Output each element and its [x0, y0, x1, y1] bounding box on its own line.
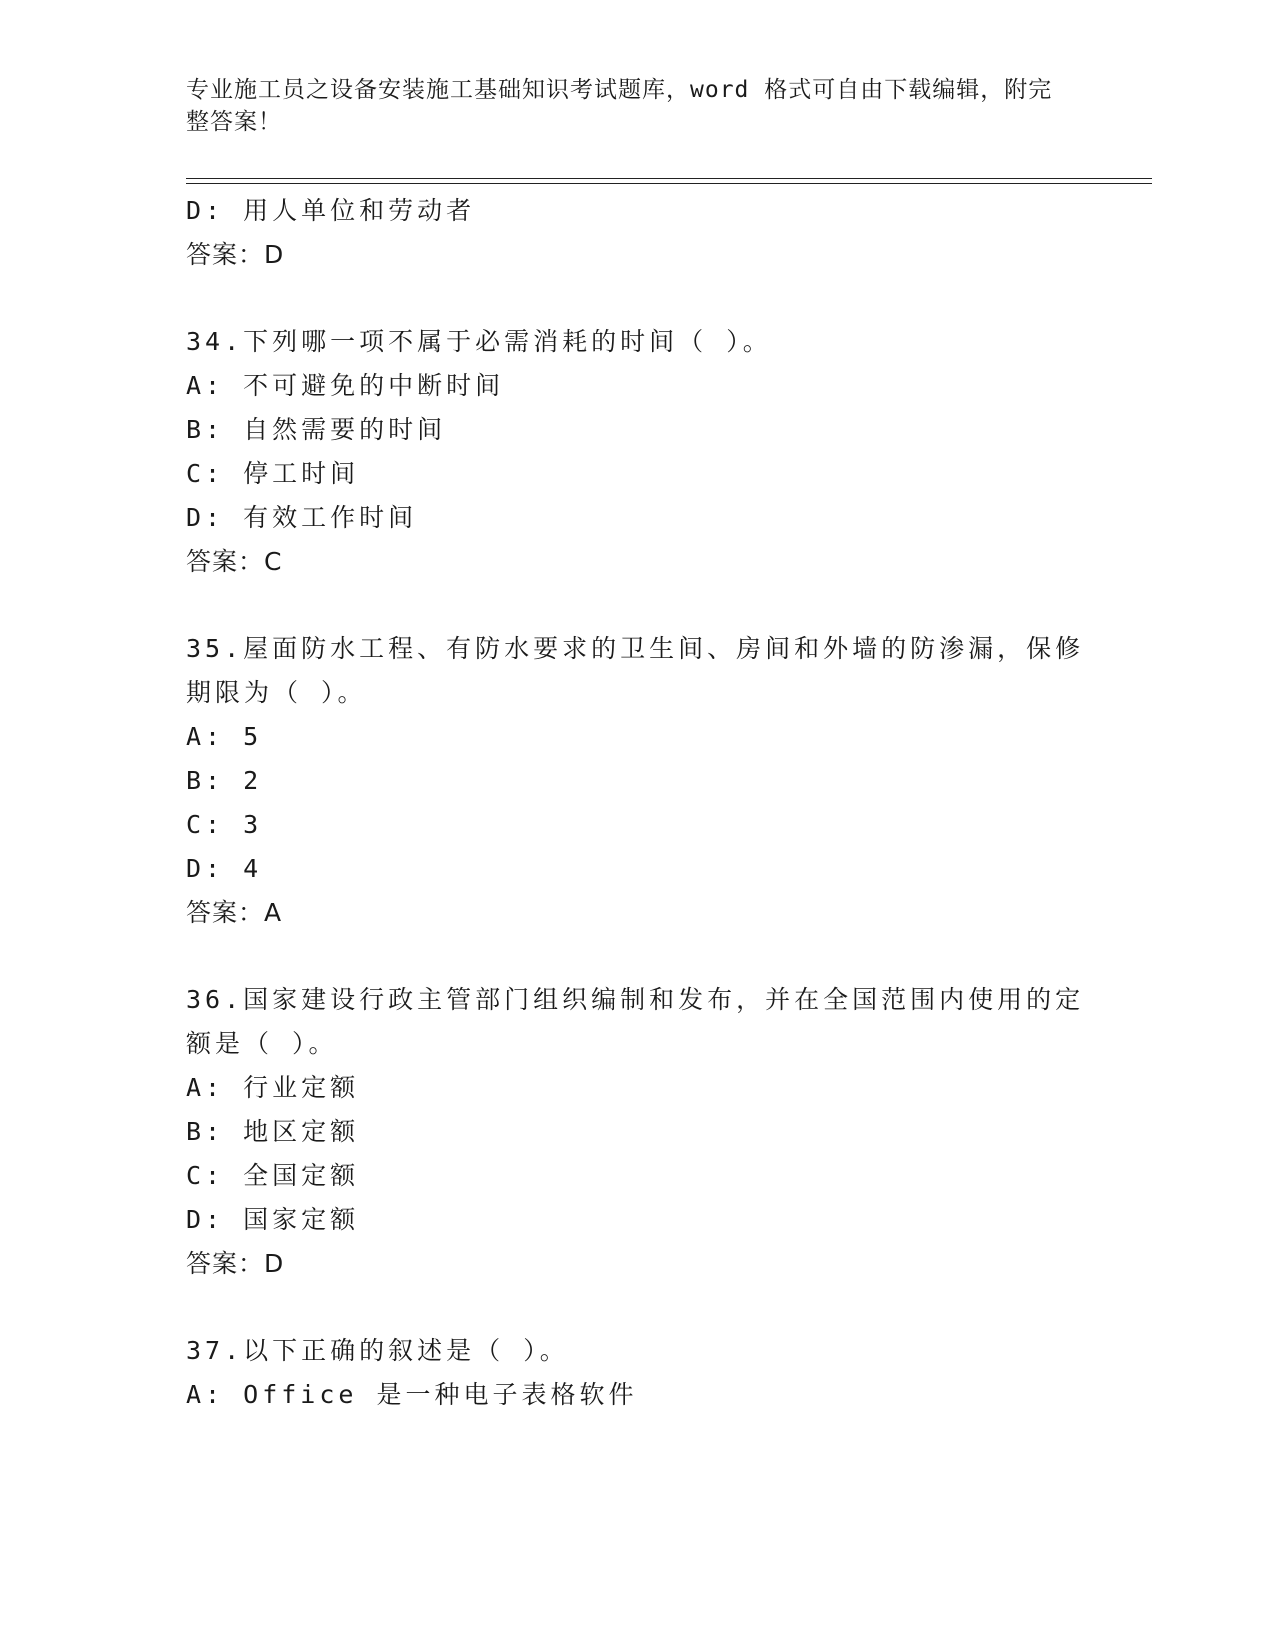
q35-option-d: D: 4: [186, 854, 263, 883]
q36-option-b: B: 地区定额: [186, 1117, 360, 1146]
q35-option-b: B: 2: [186, 766, 263, 795]
document-header: 专业施工员之设备安装施工基础知识考试题库，word 格式可自由下载编辑，附完整答案！: [186, 77, 1053, 135]
prev-option-d: D: 用人单位和劳动者: [186, 196, 476, 225]
q35-answer: 答案：A: [186, 898, 283, 927]
q36-stem-line2: 额是（ ）。: [186, 1029, 338, 1058]
q34-stem: 34.下列哪一项不属于必需消耗的时间（ ）。: [186, 327, 772, 356]
header-divider-bottom: [186, 183, 1152, 184]
q36-option-a: A: 行业定额: [186, 1073, 360, 1102]
q34-answer: 答案：C: [186, 547, 283, 576]
q37-stem: 37.以下正确的叙述是（ ）。: [186, 1336, 569, 1365]
q34-option-c: C: 停工时间: [186, 459, 360, 488]
q36-option-d: D: 国家定额: [186, 1205, 360, 1234]
q34-option-d: D: 有效工作时间: [186, 503, 418, 532]
q36-answer: 答案：D: [186, 1249, 285, 1278]
q37-option-a: A: Office 是一种电子表格软件: [186, 1380, 638, 1409]
header-divider-top: [186, 178, 1152, 179]
prev-answer: 答案：D: [186, 240, 285, 269]
q36-stem-line1: 36.国家建设行政主管部门组织编制和发布，并在全国范围内使用的定: [186, 985, 1085, 1014]
q34-option-a: A: 不可避免的中断时间: [186, 371, 505, 400]
q34-option-b: B: 自然需要的时间: [186, 415, 447, 444]
q35-stem-line1: 35.屋面防水工程、有防水要求的卫生间、房间和外墙的防渗漏，保修: [186, 634, 1085, 663]
q35-stem-line2: 期限为（ ）。: [186, 678, 367, 707]
q35-option-c: C: 3: [186, 810, 263, 839]
q36-option-c: C: 全国定额: [186, 1161, 360, 1190]
q35-option-a: A: 5: [186, 722, 263, 751]
